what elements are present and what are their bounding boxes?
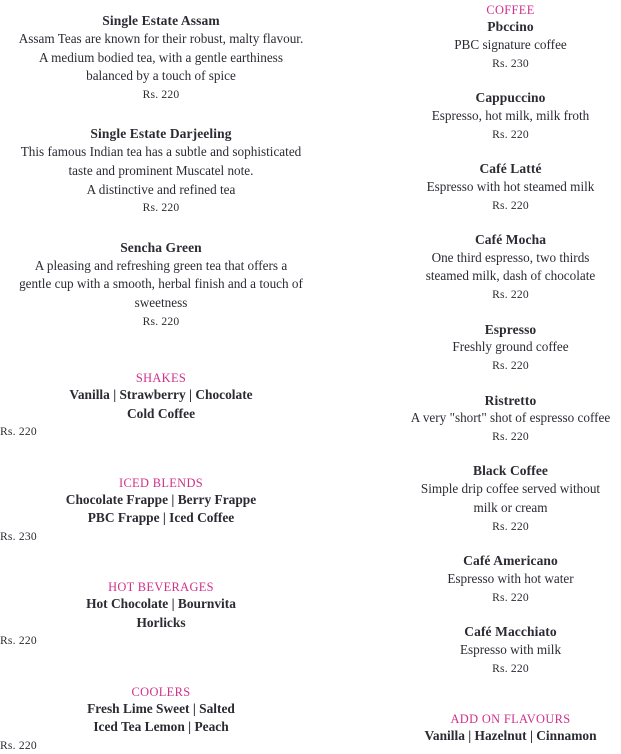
menu-item-description-line: Assam Teas are known for their robust, malty flavour. <box>18 30 304 46</box>
tea-name: Single Estate Darjeeling <box>90 126 232 142</box>
menu-item-description-line: gentle cup with a smooth, herbal finish and a touch of <box>19 276 303 292</box>
spacer <box>400 304 621 321</box>
spacer <box>0 330 322 370</box>
menu-item-price: Rs. 230 <box>492 56 529 70</box>
section-item-line: Horlicks <box>136 614 186 630</box>
spacer <box>0 650 322 684</box>
menu-section <box>0 475 322 546</box>
coffee-name: Ristretto <box>484 392 537 408</box>
menu-item-description-line: balanced by a touch of spice <box>86 68 236 84</box>
spacer <box>400 606 621 623</box>
spacer <box>400 72 621 89</box>
tea-name: Sencha Green <box>120 239 202 255</box>
spacer <box>400 445 621 462</box>
menu-item-description-line: Espresso, hot milk, milk froth <box>431 107 590 123</box>
menu-item-description-line: taste and prominent Muscatel note. <box>68 162 254 178</box>
spacer <box>0 441 322 475</box>
menu-item-description-line: A pleasing and refreshing green tea that offers a <box>34 257 288 273</box>
menu-item-description-line: A medium bodied tea, with a gentle earthiness <box>39 49 283 65</box>
menu-item-price: Rs. 220 <box>492 430 529 444</box>
spacer <box>400 143 621 160</box>
section-price: Rs. 220 <box>0 425 37 439</box>
menu-item-description-line: milk or cream <box>473 500 548 516</box>
menu-item-description-line: steamed milk, dash of chocolate <box>425 268 596 284</box>
menu-item-description-line: Espresso with hot steamed milk <box>426 178 595 194</box>
section-price: Rs. 220 <box>0 738 37 752</box>
right-column <box>400 0 621 746</box>
menu-item-price: Rs. 220 <box>492 288 529 302</box>
spacer <box>0 217 322 239</box>
coffee-name: Espresso <box>484 321 537 337</box>
menu-item <box>0 125 322 216</box>
menu-item-description-line: Freshly ground coffee <box>452 339 569 355</box>
section-price: Rs. 220 <box>0 634 37 648</box>
menu-item-description-line: A very "short" shot of espresso coffee <box>410 410 611 426</box>
section-heading: COOLERS <box>131 684 191 699</box>
menu-item-price: Rs. 220 <box>492 590 529 604</box>
menu-item <box>400 321 621 375</box>
menu-item-description-line: Espresso with milk <box>459 641 562 657</box>
menu-item-price: Rs. 220 <box>492 198 529 212</box>
menu-item <box>0 239 322 330</box>
addon-item-line: Vanilla | Hazelnut | Cinnamon <box>424 728 597 744</box>
menu-item-price: Rs. 220 <box>492 359 529 373</box>
section-item-line: Chocolate Frappe | Berry Frappe <box>65 491 257 507</box>
menu-item <box>400 160 621 214</box>
spacer <box>0 103 322 125</box>
coffee-section-heading: COFFEE <box>486 3 535 17</box>
menu-item <box>400 231 621 304</box>
coffee-name: Café Americano <box>463 553 558 569</box>
section-heading: ICED BLENDS <box>118 475 204 490</box>
spacer <box>400 535 621 552</box>
menu-item <box>400 89 621 143</box>
menu-section <box>0 370 322 441</box>
section-price: Rs. 230 <box>0 529 37 543</box>
tea-name: Single Estate Assam <box>102 13 220 28</box>
coffee-name: Café Mocha <box>474 231 547 247</box>
menu-item-description-line: This famous Indian tea has a subtle and sophisticated <box>20 144 302 160</box>
menu-item <box>400 18 621 72</box>
menu-item-description-line: PBC signature coffee <box>454 36 567 52</box>
section-item-line: PBC Frappe | Iced Coffee <box>87 510 235 526</box>
addon-heading: ADD ON FLAVOURS <box>450 712 571 727</box>
menu-item <box>400 623 621 677</box>
menu-item-price: Rs. 220 <box>142 88 180 102</box>
menu-item-price: Rs. 220 <box>142 314 180 328</box>
spacer <box>400 677 621 711</box>
menu-item <box>400 462 621 535</box>
menu-item <box>0 12 322 103</box>
section-item-line: Cold Coffee <box>126 405 196 421</box>
menu-item-price: Rs. 220 <box>492 127 529 141</box>
coffee-list <box>400 18 621 677</box>
menu-section <box>0 579 322 650</box>
menu-item <box>400 552 621 606</box>
section-item-line: Hot Chocolate | Bournvita <box>86 596 236 612</box>
menu-item-description-line: One third espresso, two thirds <box>431 249 590 265</box>
section-item-line: Fresh Lime Sweet | Salted <box>87 700 235 716</box>
menu-item-description-line: Simple drip coffee served without <box>420 481 601 497</box>
coffee-name: Black Coffee <box>472 463 549 479</box>
menu-section <box>0 684 322 754</box>
menu-item-description-line: Espresso with hot water <box>447 570 574 586</box>
coffee-name: Café Macchiato <box>464 624 557 640</box>
section-item-line: Iced Tea Lemon | Peach <box>93 719 229 735</box>
menu-item-description-line: sweetness <box>134 295 188 311</box>
section-item-line: Vanilla | Strawberry | Chocolate <box>69 387 253 403</box>
section-heading: HOT BEVERAGES <box>108 580 214 595</box>
section-heading: SHAKES <box>135 371 187 386</box>
spacer <box>0 545 322 579</box>
spacer <box>400 214 621 231</box>
menu-item-price: Rs. 220 <box>142 201 180 215</box>
coffee-name: Café Latté <box>479 161 542 176</box>
coffee-name: Pbccino <box>487 19 534 35</box>
menu-item <box>400 392 621 446</box>
coffee-name: Cappuccino <box>475 90 546 106</box>
menu-item-description-line: A distinctive and refined tea <box>86 181 236 197</box>
left-sections <box>0 330 322 754</box>
menu-item-price: Rs. 220 <box>492 519 529 533</box>
spacer <box>400 375 621 392</box>
addon-section <box>400 677 621 746</box>
tea-list <box>0 12 322 330</box>
menu-item-price: Rs. 220 <box>492 661 529 675</box>
